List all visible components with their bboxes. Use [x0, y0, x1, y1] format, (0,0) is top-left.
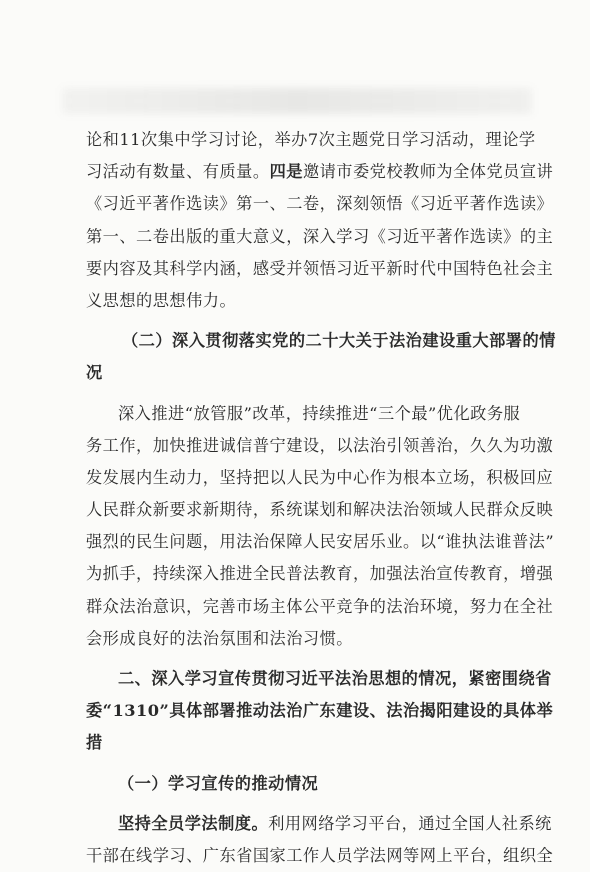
text-segment: 群众法治意识，完善市场主体公平竞争的法治环境，努力在全社 [86, 596, 554, 616]
paragraph [86, 124, 554, 317]
text-line [86, 462, 554, 494]
text-line [86, 285, 520, 317]
text-segment: 习活动有数量、有质量。 [86, 162, 270, 182]
text-line [86, 325, 556, 357]
text-line [86, 591, 554, 623]
bold-text-segment: 二、深入学习宣传贯彻习近平法治思想的情况，紧密围绕省 [118, 669, 552, 688]
paragraph [86, 325, 556, 389]
text-segment: 邀请市委党校教师为全体党员宣讲 [302, 162, 554, 182]
text-segment: 为抓手，持续深入推进全民普法教育，加强法治宣传教育，增强 [86, 564, 554, 584]
bold-text-segment: 四是 [269, 162, 303, 182]
paragraph [86, 808, 554, 872]
bold-text-segment: 坚持全员学法制度。 [118, 813, 269, 833]
paragraph [86, 398, 555, 656]
paragraph-gap [86, 800, 520, 808]
text-line [86, 663, 552, 695]
text-line [86, 695, 554, 727]
paragraph-gap [86, 760, 520, 768]
text-segment: 《习近平著作选读》第一、二卷，深刻领悟《习近平著作选读》 [86, 194, 554, 214]
text-line [86, 357, 520, 389]
text-segment: 深入推进“放管服”改革，持续推进“三个最”优化政务服 [118, 403, 521, 423]
paragraph [86, 663, 554, 760]
paragraph-gap [86, 317, 520, 325]
show-through-bleed [62, 88, 532, 114]
bold-text-segment: （二）深入贯彻落实党的二十大关于法治建设重大部署的情 [122, 331, 556, 351]
text-segment: 务工作，加快推进诚信普宁建设，以法治引领善治，久久为功激 [86, 435, 554, 455]
text-line [86, 221, 554, 253]
text-line [86, 188, 554, 220]
bold-text-segment: 措 [86, 733, 103, 753]
text-segment: 会形成良好的法治氛围和法治习惯。 [86, 628, 353, 648]
text-line [86, 768, 520, 800]
text-line [86, 808, 552, 840]
text-segment: 人民群众新要求新期待，系统谋划和解决法治领域人民群众反映 [86, 500, 554, 520]
text-segment: 发发展内生动力，坚持把以人民为中心作为根本立场，积极回应 [86, 467, 554, 487]
text-line [86, 253, 554, 285]
text-segment: 要内容及其科学内涵，感受并领悟习近平新时代中国特色社会主 [86, 258, 554, 278]
text-line [86, 727, 520, 759]
text-segment: 论和11次集中学习讨论，举办7次主题党日学习活动，理论学 [86, 130, 536, 149]
text-line [86, 430, 554, 462]
text-segment: 强烈的民生问题，用法治保障人民安居乐业。以“谁执法谁普法” [86, 532, 555, 552]
bold-text-segment: 委“1310”具体部署推动法治广东建设、法治揭阳建设的具体举 [86, 701, 554, 721]
text-line [86, 494, 554, 526]
bold-text-segment: 况 [86, 363, 103, 383]
text-segment: 义思想的思想伟力。 [86, 290, 237, 310]
bold-text-segment: （一）学习宣传的推动情况 [118, 773, 319, 793]
text-line [86, 840, 554, 872]
paragraph-gap [86, 390, 520, 398]
text-segment: 第一、二卷出版的重大意义，深入学习《习近平著作选读》的主 [86, 226, 554, 246]
text-line [86, 558, 554, 590]
text-segment: 干部在线学习、广东省国家工作人员学法网等网上平台，组织全 [86, 845, 554, 865]
text-line [86, 623, 520, 655]
text-line [86, 124, 536, 156]
paragraph [86, 768, 520, 800]
text-line [86, 398, 520, 430]
paragraph-gap [86, 655, 520, 663]
document-page [86, 124, 556, 872]
text-line [86, 156, 554, 188]
text-segment: 利用网络学习平台，通过全国人社系统 [268, 813, 552, 833]
text-line [86, 526, 555, 558]
